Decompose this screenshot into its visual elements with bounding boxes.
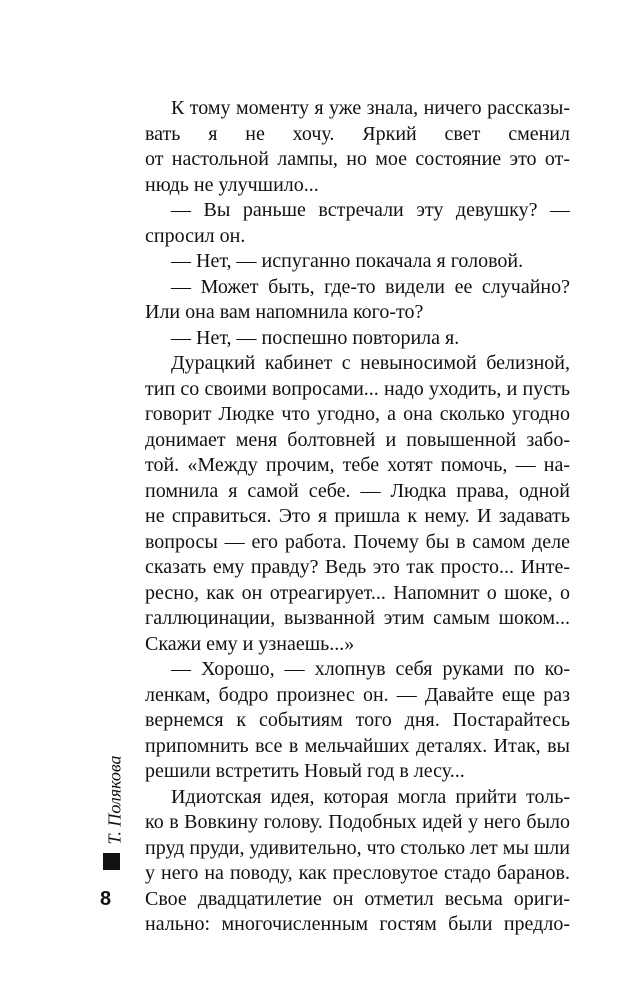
text-line: — Может быть, где-то видели ее случайно? [171, 275, 570, 298]
text-line: — Нет, — испуганно покачала я головой. [171, 250, 524, 272]
text-line: ко в Вовкину голову. Подобных идей у него было [145, 811, 570, 833]
running-head [105, 755, 125, 845]
author-name: Т. Полякова [104, 755, 125, 845]
text-line: решили встретить Новый год в лесу... [145, 760, 465, 782]
text-line: Дурацкий кабинет с невыносимой белизной, [171, 352, 570, 374]
text-line: помнила я самой себе. — Людка права, одной [145, 479, 570, 502]
text-line: говорит Людке что угодно, а она сколько угодно [145, 403, 570, 425]
text-line: Идиотская идея, которая могла прийти толь- [171, 785, 570, 808]
text-line: у него на поводу, как пресловутое стадо баранов. [145, 862, 570, 884]
text-line: ленкам, бодро произнес он. — Давайте еще раз [145, 683, 570, 706]
text-line: вернемся к событиям того дня. Постарайтесь [145, 709, 570, 731]
text-line: тип со своими вопросами... надо уходить, и пусть [145, 377, 570, 400]
text-line: — Вы раньше встречали эту девушку? — [171, 199, 570, 221]
text-line: К тому моменту я уже знала, ничего рассказы- [171, 97, 570, 119]
text-line: от настольной лампы, но мое состояние это от- [145, 148, 570, 170]
text-line: ресно, как он отреагирует... Напомнит о шоке, о [145, 581, 570, 604]
page-number: 8 [100, 888, 112, 910]
text-line: нально: многочисленным гостям были предло- [145, 913, 570, 935]
text-line: той. «Между прочим, тебе хотят помочь, — на- [145, 454, 570, 476]
text-line: нюдь не улучшило... [145, 173, 319, 196]
text-line: Скажи ему и узнаешь...» [145, 632, 355, 655]
text-line: пруд пруди, удивительно, что столько лет мы шли [145, 836, 570, 859]
text-line: сказать ему правду? Ведь это так просто... Инте- [145, 556, 570, 578]
text-line: — Нет, — поспешно повторила я. [171, 326, 460, 349]
body-text [145, 96, 570, 938]
text-line: донимает меня болтовней и повышенной забо- [145, 428, 570, 451]
text-line: не справиться. Это я пришла к нему. И задавать [145, 505, 570, 527]
text-line: вопросы — его работа. Почему бы в самом деле [145, 530, 570, 553]
text-line: припомнить все в мельчайших деталях. Итак, вы [145, 734, 570, 757]
text-line: спросил он. [145, 224, 246, 247]
text-line: вать я не хочу. Яркий свет сменил [145, 122, 570, 145]
text-line: галлюцинации, вызванной этим самым шоком... [145, 607, 570, 629]
text-line: Или она вам напомнила кого-то? [145, 301, 424, 323]
section-marker [103, 853, 120, 870]
text-line: — Хорошо, — хлопнув себя руками по ко- [171, 658, 570, 680]
text-line: Свое двадцатилетие он отметил весьма ориги- [145, 887, 570, 910]
